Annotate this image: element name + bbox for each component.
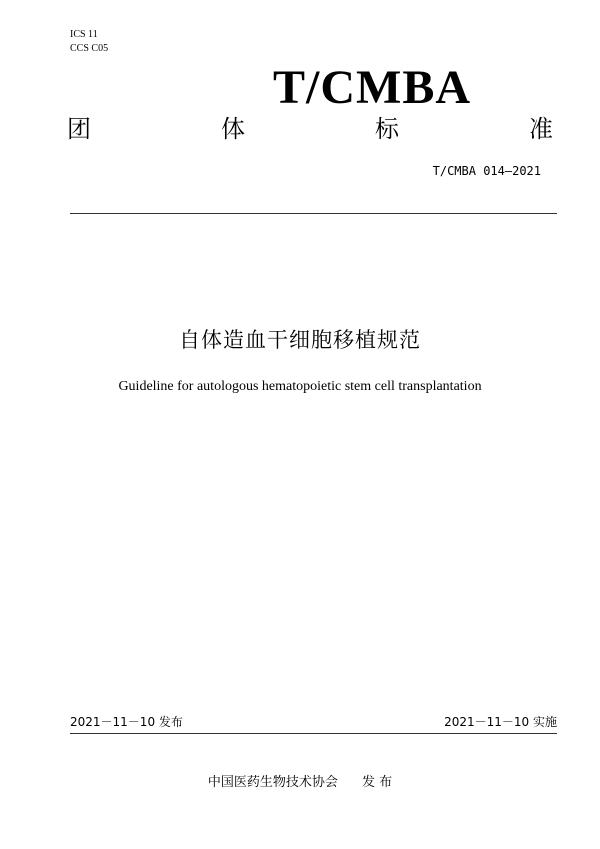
standard-type-char: 体 [221, 115, 245, 143]
standard-type-char: 标 [375, 115, 399, 143]
bottom-divider [70, 733, 557, 734]
top-divider [70, 213, 557, 214]
standard-code-heading: T/CMBA [273, 61, 471, 114]
standard-type-heading [67, 114, 553, 144]
classification-codes [70, 28, 108, 56]
standard-type-char: 准 [529, 115, 553, 143]
document-title-en: Guideline for autologous hematopoietic stem cell transplantation [118, 379, 482, 394]
implement-date: 2021－11－10 实施 [444, 715, 557, 729]
publisher-line [0, 774, 600, 792]
publish-label: 发 布 [361, 775, 393, 790]
publisher-name: 中国医药生物技术协会 [207, 775, 338, 790]
ics-code: ICS 11 [70, 29, 98, 40]
ccs-code: CCS C05 [70, 43, 109, 54]
document-title-zh: 自体造血干细胞移植规范 [179, 328, 421, 352]
standard-type-char: 团 [67, 115, 91, 143]
publish-date: 2021－11－10 发布 [70, 715, 183, 729]
standard-number: T/CMBA 014—2021 [432, 164, 541, 178]
